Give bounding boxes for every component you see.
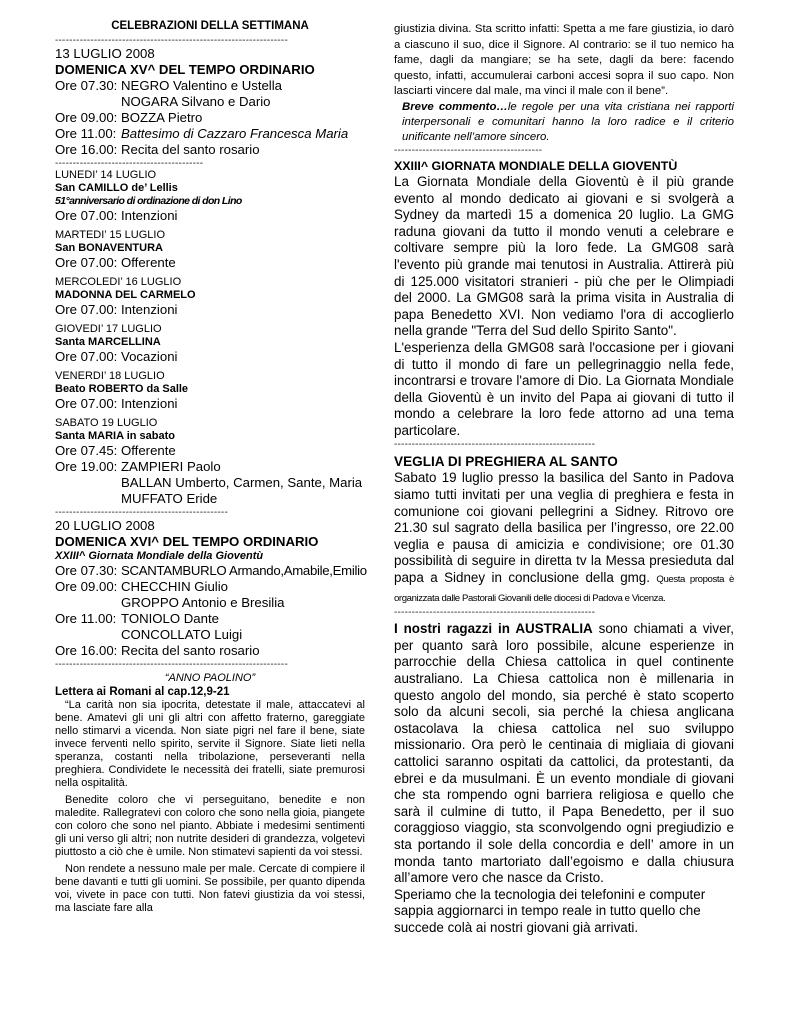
brief-comment-label: Breve commento… [402,100,508,113]
mass-intention: Battesimo di Cazzaro Francesca Maria [121,126,349,141]
saturday-block [55,417,365,507]
mass-intention: Intenzioni [121,396,178,411]
gmg-paragraph: L'esperienza della GMG08 sarà l'occasione per i giovani di tutto il mondo di fare un pellegrinaggio nella fede, incontrarsi e trovare l'amore di Dio. La Giornata Mondiale della Gioventù è un invito del Papa ai giovani di tutto il mondo a celebrare la loro fede attorno ad una tema particolare. [394,339,734,438]
weekday-date: VENERDI’ 18 LUGLIO [55,370,165,382]
mass-intention: Vocazioni [121,349,178,364]
mass-intention-continued: NOGARA Silvano e Dario [121,94,271,109]
divider: ------------------------------------------------------------------ [55,659,288,670]
mass-intention: CHECCHIN Giulio [121,579,228,594]
mass-intention: Offerente [121,443,176,458]
vigil-article [394,453,734,607]
divider: ------------------------------------------ [55,158,204,169]
left-column [55,20,365,915]
mass-time: Ore 07.30: [55,563,118,578]
mass-time: Ore 09.00: [55,579,118,594]
australia-text [394,621,734,887]
letter-continuation: giustizia divina. Sta scritto infatti: Spetta a me fare giustizia, io darò a ciascuno il suo, dice il Signore. Al contrario: se il tuo nemico ha fame, dagli da mangiare; se ha sete, dagli da bere: facendo questo, infatti, accumulerai carboni accesi sopra il suo capo. Non lasciarti vincere dal male, ma vinci il male con il bene”. [394,23,734,98]
letter-paragraph: “La carità non sia ipocrita, detestate il male, attaccatevi al bene. Amatevi gli uni gli altri con affetto fraterno, gareggiate nello stimarvi a vicenda. Non siate pigri nel fare il bene, siate invece ferventi nello spirito, servite il Signore. Siate lieti nella speranza, costanti nella tribolazione, perseveranti nella preghiera. Condividete le necessità dei fratelli, siate premurosi nella ospitalità. [55,699,365,789]
weekday-date: SABATO 19 LUGLIO [55,417,158,429]
mass-intention: TONIOLO Dante [121,611,219,626]
australia-title: I nostri ragazzi in AUSTRALIA [394,621,593,637]
mass-time: Ore 07.00: [55,255,118,270]
right-column [394,22,734,937]
vigil-body: Sabato 19 luglio presso la basilica del Santo in Padova siamo tutti invitati per una veglia di preghiera e festa in comunione coi giovani pellegrini a Sidney. Ritrovo ore 21.30 sul sagrato della basilica per l’ingresso, ore 22.00 veglia e pausa di amicizia e condivisione; ore 01.30 possibilità di seguire in diretta tv la Messa presieduta dal papa a Sidney in conclusione della gmg. [394,470,734,586]
anno-paolino [55,672,365,915]
vigil-title: VEGLIA DI PREGHIERA AL SANTO [394,454,618,470]
sunday-title: DOMENICA XVI^ DEL TEMPO ORDINARIO [55,534,319,549]
mass-row [55,349,365,365]
celebrations-header: CELEBRAZIONI DELLA SETTIMANA [111,20,309,32]
mass-intention: Recita del santo rosario [121,142,260,157]
mass-time: Ore 11.00: [55,126,117,141]
weekday-block [55,370,365,412]
mass-row [55,78,365,94]
letter-paragraph: Non rendete a nessuno male per male. Cercate di compiere il bene davanti e tutti gli uomini. Se possibile, per quanto dipenda voi, vivete in pace con tutti. Non fatevi giustizia da voi stessi, ma lasciate fare alla [55,863,365,914]
letter-heading: Lettera ai Romani al cap.12,9-21 [55,686,230,698]
mass-time: Ore 07.00: [55,349,118,364]
mass-intention-continued: GROPPO Antonio e Bresilia [121,595,285,610]
weekday-block [55,276,365,318]
mass-row [55,142,365,158]
mass-intention-continued: CONCOLLATO Luigi [121,627,243,642]
divider: ------------------------------------------------- [55,507,228,518]
mass-time: Ore 16.00: [55,643,118,658]
mass-row [55,126,365,142]
vigil-text [394,470,734,607]
mass-row [55,208,365,224]
mass-intention: Intenzioni [121,302,178,317]
sunday-block-1 [55,46,365,158]
gmg-paragraph: La Giornata Mondiale della Gioventù è il più grande evento al mondo dedicato ai giovani e si svolgerà a Sydney da martedì 15 a domenica 20 luglio. La GMG raduna giovani da tutto il mondo venuti a celebrare e coltivare sempre più la loro fede. La GMG08 sarà l'evento più grande mai tenutosi in Australia. Attirerà più di 125.000 visitatori stranieri - più che per le Olimpiadi del 2000. La GMG08 sarà la prima visita in Australia di papa Benedetto XVI. Non vediamo l'ora di accoglierlo nella grande "Terra del Sud dello Spirito Santo". [394,173,734,339]
mass-time: Ore 07.30: [55,78,118,93]
mass-intention: Recita del santo rosario [121,643,260,658]
weekday-block [55,169,365,224]
mass-intention: SCANTAMBURLO Armando,Amabile,Emilio [121,563,367,578]
mass-intention: NEGRO Valentino e Ustella [121,78,283,93]
mass-row [55,255,365,271]
mass-time: Ore 07.00: [55,208,118,223]
weekday-saint: San BONAVENTURA [55,242,163,254]
weekday-saint: MADONNA DEL CARMELO [55,289,196,301]
brief-comment [394,100,734,145]
vigil-note: Questa proposta è organizzata dalle Pastorali Giovanili delle diocesi di Padova e Vicenza. [394,574,734,604]
divider: --------------------------------------------------------- [394,439,596,451]
weekday-note: 51°anniversario di ordinazione di don Lino [55,195,242,207]
sunday-date: 20 LUGLIO 2008 [55,518,155,533]
mass-row [55,611,365,627]
mass-time: Ore 07.45: [55,443,118,458]
sunday-date: 13 LUGLIO 2008 [55,46,155,61]
australia-closing: Speriamo che la tecnologia dei telefonini e computer sappia aggiornarci in tempo reale in tutto quello che succede colà ai nostri giovani già arrivati. [394,886,706,935]
weekday-block [55,229,365,271]
divider: ------------------------------------------ [394,144,543,156]
weekday-saint: Santa MARCELLINA [55,336,161,348]
mass-row [55,396,365,412]
gmg-title: XXIII^ GIORNATA MONDIALE DELLA GIOVENTÙ [394,158,678,173]
mass-time: Ore 19.00: [55,459,118,474]
mass-intention-continued: BALLAN Umberto, Carmen, Sante, Maria [121,475,363,490]
mass-time: Ore 07.00: [55,396,118,411]
sunday-subtitle: XXIII^ Giornata Mondiale della Gioventù [55,550,264,562]
mass-intention: Offerente [121,255,176,270]
mass-row [55,643,365,659]
mass-row [55,110,365,126]
mass-intention-continued: MUFFATO Eride [121,491,218,506]
mass-row [55,302,365,318]
mass-time: Ore 16.00: [55,142,118,157]
mass-time: Ore 07.00: [55,302,118,317]
mass-row [55,579,365,595]
weekday-block [55,323,365,365]
australia-article [394,621,734,936]
sunday-title: DOMENICA XV^ DEL TEMPO ORDINARIO [55,62,315,77]
mass-time: Ore 11.00: [55,611,117,626]
weekday-saint: Santa MARIA in sabato [55,430,175,442]
divider: ------------------------------------------------------------------ [55,35,288,46]
sunday-block-2 [55,518,365,659]
mass-intention: BOZZA Pietro [121,110,203,125]
weekday-date: MERCOLEDI’ 16 LUGLIO [55,276,182,288]
mass-intention: ZAMPIERI Paolo [121,459,221,474]
gmg-article [394,159,734,440]
weekday-saint: San CAMILLO de’ Lellis [55,182,178,194]
weekday-date: MARTEDI’ 15 LUGLIO [55,229,166,241]
australia-body: sono chiamati a viver, per quanto sarà loro possibile, alcune esperienze in parrocchie della Chiesa cattolica in quel continente australiano. La Chiesa cattolica non è millenaria in questo angolo del mondo, sia perché è stato scoperto solo da alcuni secoli, sia perché la chiesa anglicana ostacolava la chiesa cattolica nel suo sviluppo missionario. Ora però le centinaia di migliaia di giovani cattolici saranno ospitati da cattolici, da protestanti, da ebrei e da musulmani. È un evento mondiale di giovani che sta rompendo ogni barriera religiosa e quello che sarà il culmine di tutto, il Papa Benedetto, per il suo coraggioso viaggio, sta sconvolgendo ogni pregiudizio e sta portando il sole della concordia e dell’ amore in un monda tanto martoriato dall’egoismo e dalla chiusura all’amore vero che nasce da Cristo. [394,621,734,886]
mass-row [55,443,365,459]
weekday-saint: Beato ROBERTO da Salle [55,383,189,395]
mass-row [55,459,365,475]
brief-comment-text: le regole per una vita cristiana nei rapporti interpersonali e comunitari hanno la loro radice e il criterio unificante nell’amore sincero. [402,100,734,143]
weekday-date: GIOVEDI’ 17 LUGLIO [55,323,162,335]
mass-row [55,563,365,579]
divider: --------------------------------------------------------- [394,607,596,619]
anno-paolino-title: “ANNO PAOLINO” [164,672,256,684]
weekday-date: LUNEDI’ 14 LUGLIO [55,169,157,181]
mass-intention: Intenzioni [121,208,178,223]
letter-paragraph: Benedite coloro che vi perseguitano, benedite e non maledite. Rallegratevi con coloro che sono nella gioia, piangete con coloro che sono nel pianto. Abbiate i medesimi sentimenti gli uni verso gli altri; non nutrite desideri di grandezza, volgetevi piuttosto a ciò che è umile. Non stimatevi sapienti da voi stessi. [55,794,365,858]
mass-time: Ore 09.00: [55,110,118,125]
